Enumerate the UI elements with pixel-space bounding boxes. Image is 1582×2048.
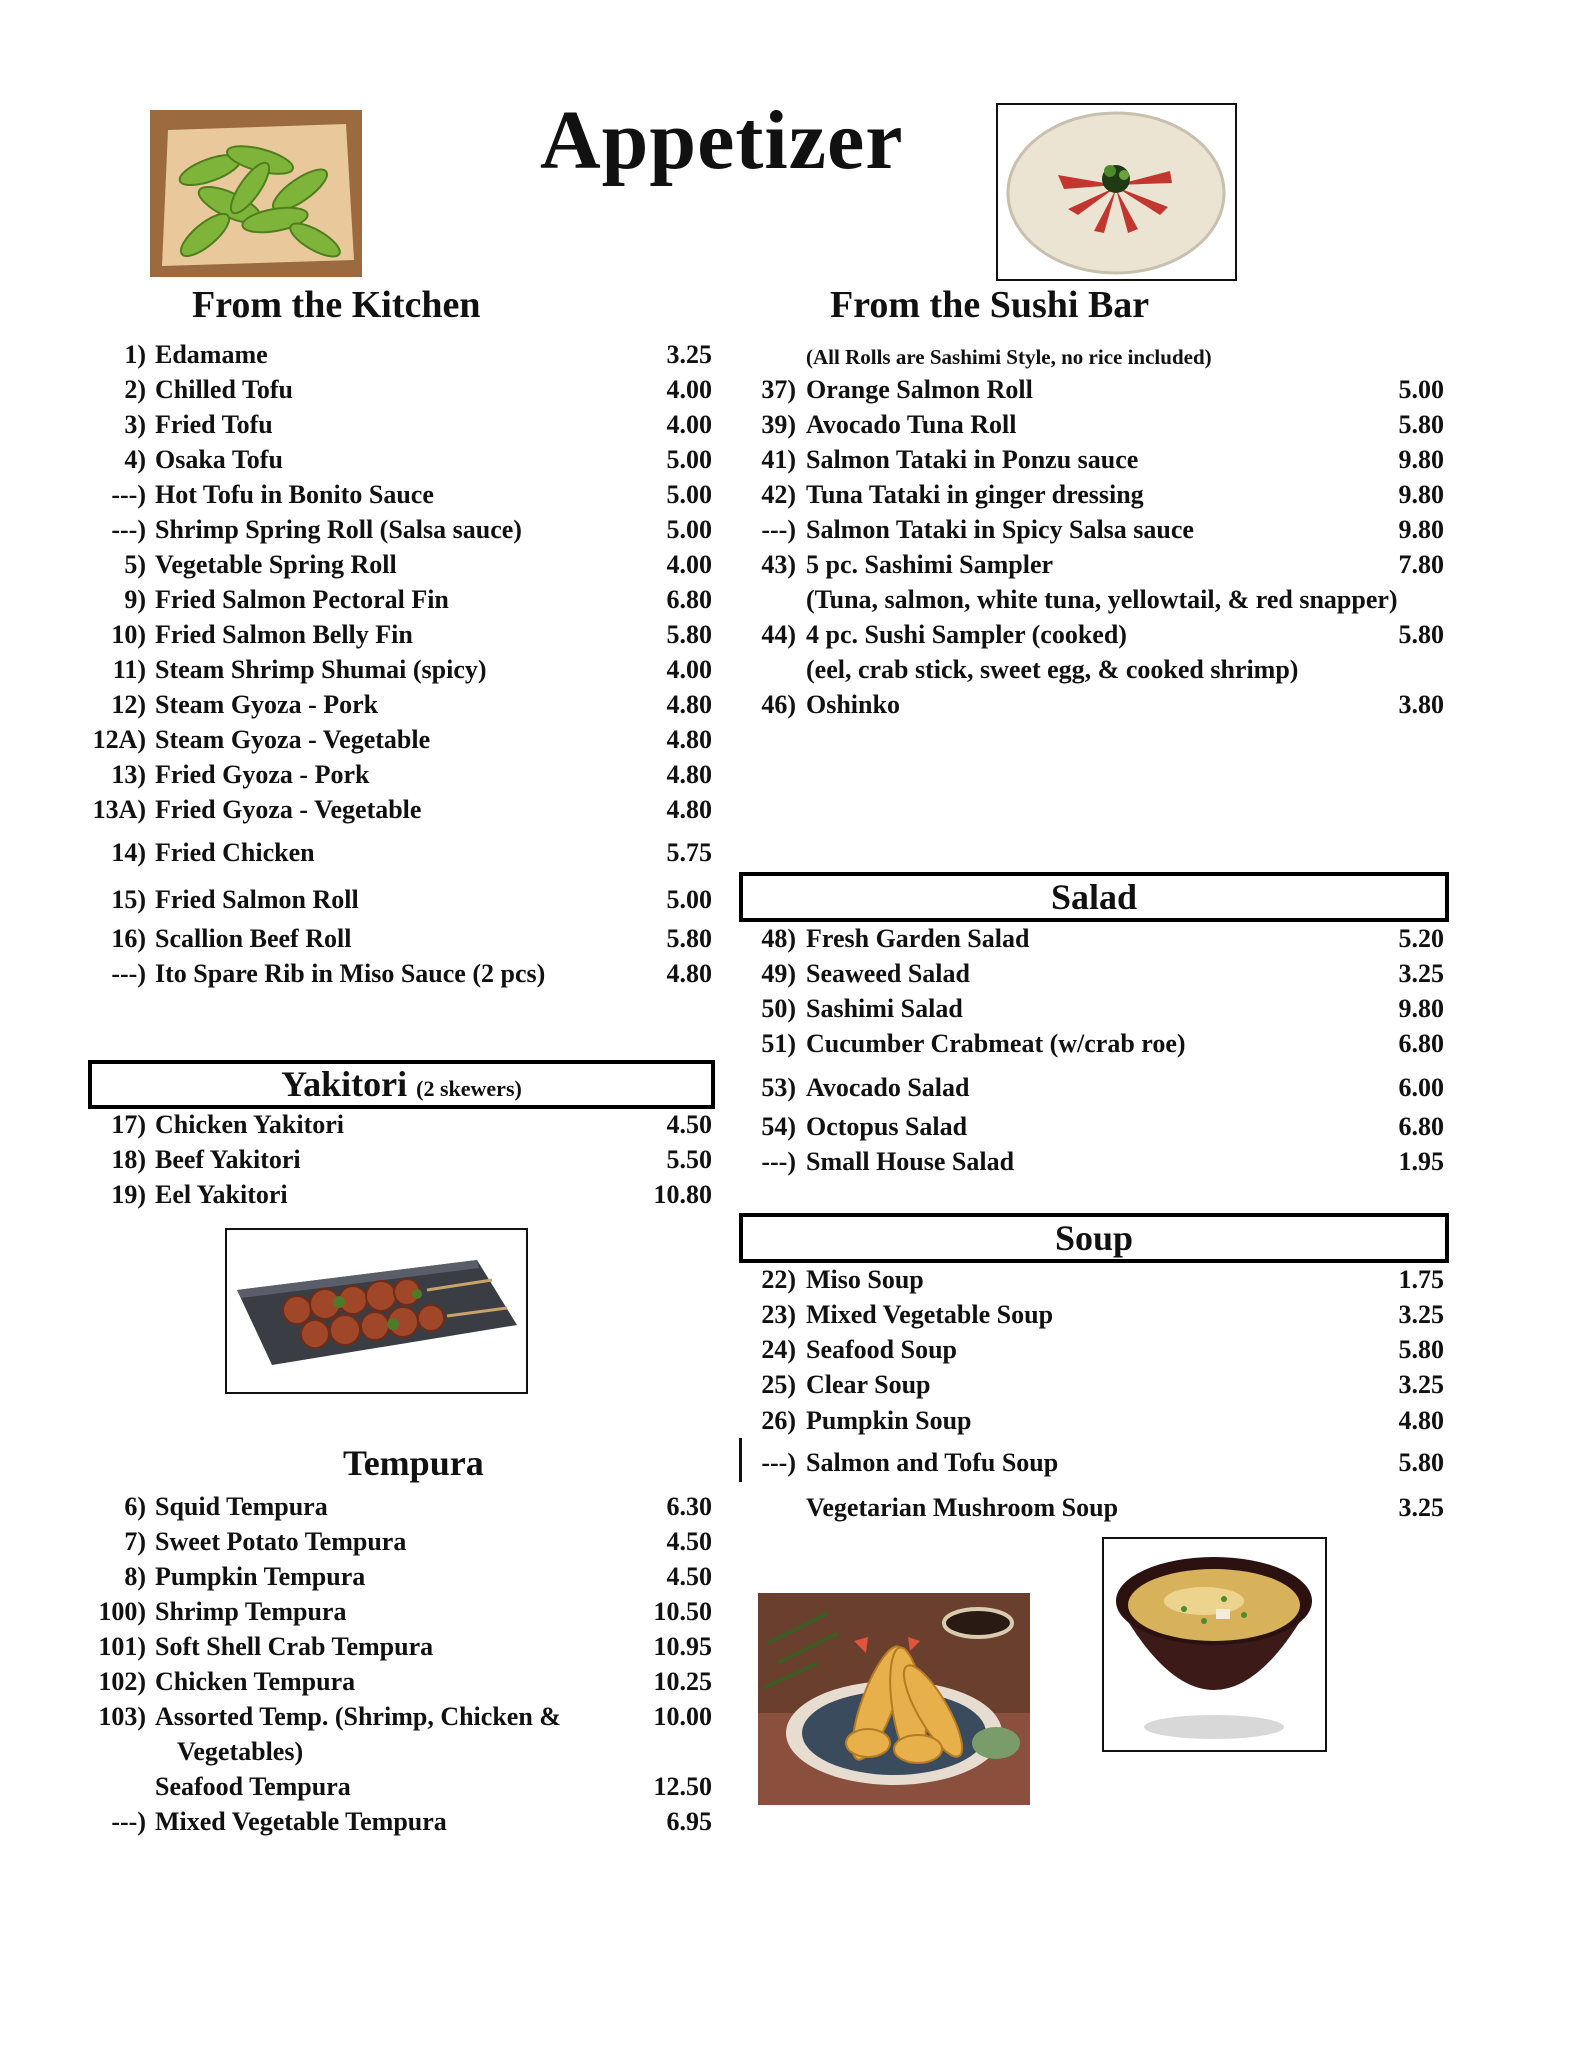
item-name: Soft Shell Crab Tempura — [155, 1632, 434, 1661]
item-price: 5.80 — [1398, 410, 1444, 439]
yakitori-heading-note: (2 skewers) — [416, 1076, 522, 1101]
item-price: 4.80 — [666, 725, 712, 754]
item-number: 37) — [761, 375, 796, 404]
item-number: 51) — [761, 1029, 796, 1058]
item-number: ---) — [761, 515, 796, 544]
sushi-bar-note: (All Rolls are Sashimi Style, no rice included) — [806, 345, 1212, 369]
yakitori-photo — [225, 1228, 528, 1394]
item-name: Fried Salmon Pectoral Fin — [155, 585, 449, 614]
item-name: Chicken Yakitori — [155, 1110, 344, 1139]
item-price: 4.80 — [1398, 1406, 1444, 1435]
item-price: 4.50 — [666, 1527, 712, 1556]
item-name: Miso Soup — [806, 1265, 924, 1294]
item-number: 3) — [124, 410, 146, 439]
item-number: 46) — [761, 690, 796, 719]
item-number: ---) — [111, 515, 146, 544]
divider-bar — [739, 1438, 742, 1482]
item-number: 103) — [98, 1702, 146, 1731]
item-number: 11) — [112, 655, 146, 684]
item-price: 4.00 — [666, 655, 712, 684]
item-price: 4.80 — [666, 760, 712, 789]
item-name: Hot Tofu in Bonito Sauce — [155, 480, 434, 509]
item-number: 12) — [111, 690, 146, 719]
item-price: 1.75 — [1398, 1265, 1444, 1294]
item-number: ---) — [111, 959, 146, 988]
item-name: Mixed Vegetable Soup — [806, 1300, 1054, 1329]
item-price: 4.80 — [666, 690, 712, 719]
item-number: 16) — [111, 924, 146, 953]
item-number: 101) — [98, 1632, 146, 1661]
item-price: 9.80 — [1398, 480, 1444, 509]
item-number: 12A) — [92, 725, 146, 754]
item-number: 5) — [124, 550, 146, 579]
item-price: 10.25 — [653, 1667, 712, 1696]
item-price: 5.20 — [1398, 924, 1444, 953]
item-price: 9.80 — [1398, 445, 1444, 474]
item-name: Vegetarian Mushroom Soup — [806, 1493, 1119, 1522]
item-price: 6.80 — [1398, 1112, 1444, 1141]
item-number: 8) — [124, 1562, 146, 1591]
item-price: 5.80 — [1398, 1335, 1444, 1364]
item-number: 49) — [761, 959, 796, 988]
item-number: ---) — [761, 1448, 796, 1477]
item-number: 102) — [98, 1667, 146, 1696]
item-price: 5.50 — [666, 1145, 712, 1174]
sushi-bar-heading: From the Sushi Bar — [830, 284, 1150, 326]
item-number: 9) — [124, 585, 146, 614]
item-name: (Tuna, salmon, white tuna, yellowtail, & red snapper) — [806, 585, 1398, 614]
item-name: Shrimp Spring Roll (Salsa sauce) — [155, 515, 522, 544]
item-name: Chicken Tempura — [155, 1667, 356, 1696]
item-name: Osaka Tofu — [155, 445, 283, 474]
item-price: 10.95 — [653, 1632, 712, 1661]
item-name: Fried Salmon Roll — [155, 885, 359, 914]
item-price: 5.75 — [666, 838, 712, 867]
item-number: 7) — [124, 1527, 146, 1556]
tempura-photo — [758, 1593, 1030, 1805]
item-price: 4.00 — [666, 550, 712, 579]
item-name: Seaweed Salad — [806, 959, 970, 988]
item-price: 5.00 — [666, 885, 712, 914]
item-number: 41) — [761, 445, 796, 474]
item-number: 25) — [761, 1370, 796, 1399]
item-name: Eel Yakitori — [155, 1180, 288, 1209]
item-number: 39) — [761, 410, 796, 439]
item-name: Steam Shrimp Shumai (spicy) — [155, 655, 487, 684]
item-name: (eel, crab stick, sweet egg, & cooked shrimp) — [806, 655, 1299, 684]
item-name: Seafood Tempura — [155, 1772, 351, 1801]
item-price: 4.50 — [666, 1562, 712, 1591]
item-price: 5.00 — [1398, 375, 1444, 404]
item-number: 18) — [111, 1145, 146, 1174]
tempura-heading: Tempura — [343, 1443, 484, 1483]
item-name: Sashimi Salad — [806, 994, 963, 1023]
item-name: Cucumber Crabmeat (w/crab roe) — [806, 1029, 1186, 1058]
item-price: 9.80 — [1398, 994, 1444, 1023]
item-number: 42) — [761, 480, 796, 509]
item-price: 3.80 — [1398, 690, 1444, 719]
item-number: 26) — [761, 1406, 796, 1435]
item-name: Fried Chicken — [155, 838, 315, 867]
item-name: Mixed Vegetable Tempura — [155, 1807, 447, 1836]
item-name: Vegetables) — [177, 1737, 304, 1766]
item-number: 2) — [124, 375, 146, 404]
item-price: 4.00 — [666, 410, 712, 439]
item-name: Edamame — [155, 340, 268, 369]
item-price: 5.80 — [1398, 620, 1444, 649]
item-number: 15) — [111, 885, 146, 914]
item-name: Salmon Tataki in Ponzu sauce — [806, 445, 1139, 474]
item-number: 50) — [761, 994, 796, 1023]
item-price: 5.80 — [666, 924, 712, 953]
soup-heading: Soup — [1054, 1218, 1134, 1258]
item-name: Fried Salmon Belly Fin — [155, 620, 413, 649]
item-name: Scallion Beef Roll — [155, 924, 352, 953]
item-number: 22) — [761, 1265, 796, 1294]
item-name: 4 pc. Sushi Sampler (cooked) — [806, 620, 1127, 649]
item-name: Shrimp Tempura — [155, 1597, 347, 1626]
item-name: Pumpkin Tempura — [155, 1562, 366, 1591]
item-name: Pumpkin Soup — [806, 1406, 972, 1435]
item-number: 14) — [111, 838, 146, 867]
item-number: 17) — [111, 1110, 146, 1139]
salad-heading: Salad — [1050, 877, 1138, 917]
item-number: 6) — [124, 1492, 146, 1521]
item-name: Steam Gyoza - Pork — [155, 690, 379, 719]
item-number: 4) — [124, 445, 146, 474]
item-price: 6.80 — [1398, 1029, 1444, 1058]
item-number: 19) — [111, 1180, 146, 1209]
item-price: 6.30 — [666, 1492, 712, 1521]
item-price: 7.80 — [1398, 550, 1444, 579]
item-price: 5.80 — [1398, 1448, 1444, 1477]
item-name: Sweet Potato Tempura — [155, 1527, 407, 1556]
item-number: 1) — [124, 340, 146, 369]
item-name: Ito Spare Rib in Miso Sauce (2 pcs) — [155, 959, 546, 988]
item-name: Assorted Temp. (Shrimp, Chicken & — [155, 1702, 561, 1731]
soup-heading-box — [739, 1213, 1449, 1263]
item-number: ---) — [761, 1147, 796, 1176]
item-name: Avocado Salad — [806, 1073, 970, 1102]
item-name: Clear Soup — [806, 1370, 931, 1399]
item-name: Squid Tempura — [155, 1492, 328, 1521]
item-name: Orange Salmon Roll — [806, 375, 1033, 404]
item-price: 5.80 — [666, 620, 712, 649]
item-name: Fried Gyoza - Vegetable — [155, 795, 422, 824]
item-price: 6.95 — [666, 1807, 712, 1836]
item-name: Beef Yakitori — [155, 1145, 301, 1174]
item-price: 4.80 — [666, 959, 712, 988]
item-price: 1.95 — [1398, 1147, 1444, 1176]
item-name: Salmon and Tofu Soup — [806, 1448, 1059, 1477]
item-price: 6.80 — [666, 585, 712, 614]
item-name: Avocado Tuna Roll — [806, 410, 1017, 439]
item-number: 10) — [111, 620, 146, 649]
item-name: Vegetable Spring Roll — [155, 550, 397, 579]
yakitori-heading: Yakitori — [281, 1064, 408, 1104]
item-number: 24) — [761, 1335, 796, 1364]
item-name: Fresh Garden Salad — [806, 924, 1030, 953]
item-name: Fried Gyoza - Pork — [155, 760, 370, 789]
item-price: 10.00 — [653, 1702, 712, 1731]
item-number: 23) — [761, 1300, 796, 1329]
item-price: 5.00 — [666, 445, 712, 474]
item-number: 44) — [761, 620, 796, 649]
kitchen-heading: From the Kitchen — [192, 284, 481, 326]
item-name: Fried Tofu — [155, 410, 273, 439]
item-price: 4.80 — [666, 795, 712, 824]
item-name: Seafood Soup — [806, 1335, 957, 1364]
item-number: 53) — [761, 1073, 796, 1102]
item-name: Small House Salad — [806, 1147, 1015, 1176]
item-name: Oshinko — [806, 690, 900, 719]
item-price: 10.50 — [653, 1597, 712, 1626]
item-number: 48) — [761, 924, 796, 953]
item-name: Chilled Tofu — [155, 375, 294, 404]
item-price: 5.00 — [666, 515, 712, 544]
item-price: 4.00 — [666, 375, 712, 404]
item-price: 3.25 — [1398, 1493, 1444, 1522]
item-price: 3.25 — [1398, 1370, 1444, 1399]
item-name: Tuna Tataki in ginger dressing — [806, 480, 1144, 509]
item-number: 100) — [98, 1597, 146, 1626]
item-number: 43) — [761, 550, 796, 579]
item-price: 12.50 — [653, 1772, 712, 1801]
item-number: ---) — [111, 480, 146, 509]
item-number: 54) — [761, 1112, 796, 1141]
item-price: 3.25 — [666, 340, 712, 369]
item-price: 9.80 — [1398, 515, 1444, 544]
item-number: 13) — [111, 760, 146, 789]
yakitori-heading-box — [88, 1060, 715, 1109]
item-price: 3.25 — [1398, 1300, 1444, 1329]
item-price: 5.00 — [666, 480, 712, 509]
item-name: Octopus Salad — [806, 1112, 968, 1141]
item-price: 3.25 — [1398, 959, 1444, 988]
tataki-plate-photo — [996, 103, 1237, 281]
item-price: 4.50 — [666, 1110, 712, 1139]
page-title: Appetizer — [540, 94, 904, 187]
miso-soup-photo — [1102, 1537, 1327, 1752]
item-name: Steam Gyoza - Vegetable — [155, 725, 431, 754]
item-number: ---) — [111, 1807, 146, 1836]
item-price: 10.80 — [653, 1180, 712, 1209]
salad-heading-box — [739, 872, 1449, 922]
item-name: 5 pc. Sashimi Sampler — [806, 550, 1054, 579]
edamame-photo — [150, 110, 362, 277]
item-price: 6.00 — [1398, 1073, 1444, 1102]
item-name: Salmon Tataki in Spicy Salsa sauce — [806, 515, 1194, 544]
item-number: 13A) — [92, 795, 146, 824]
